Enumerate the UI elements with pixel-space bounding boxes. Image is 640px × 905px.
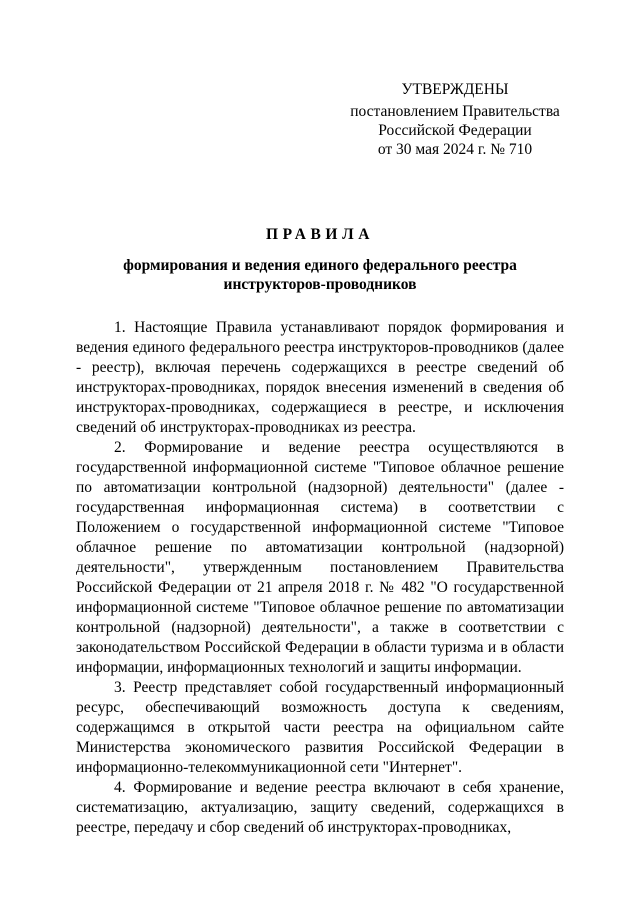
approval-line: постановлением Правительства xyxy=(350,103,560,120)
paragraph-4: 4. Формирование и ведение реестра включают в себя хранение, систематизацию, актуализацию, защиту сведений, содержащихся в реестре, передачу и сбор сведений об инструкторах-проводниках, xyxy=(76,779,564,836)
approval-line: Российской Федерации xyxy=(378,122,532,139)
paragraph-2: 2. Формирование и ведение реестра осуществляются в государственной информационной системе "Типовое облачное решение по автоматизации контрольной (надзорной) деятельности" (далее - государственная информационная система) в соответствии с Положением о государственной информационной системе "Типовое облачное решение по автоматизации контрольной (надзорной) деятельности", утвержденным постановлением Правительства Российской Федерации от 21 апреля 2018 г. № 482 "О государственной информационной системе "Типовое облачное решение по автоматизации контрольной (надзорной) деятельности", а также в соответствии с законодательством Российской Федерации в области туризма и в области информации, информационных технологий и защиты информации. xyxy=(76,439,564,676)
document-body xyxy=(76,318,564,838)
document-subtitle-line: инструкторов-проводников xyxy=(223,276,417,293)
approval-date-line: от 30 мая 2024 г. № 710 xyxy=(377,141,533,158)
approval-stamp xyxy=(350,80,560,159)
paragraph-1: 1. Настоящие Правила устанавливают порядок формирования и ведения единого федерального реестра инструкторов-проводников (далее - реестр), включая перечень содержащихся в реестре сведений об инструкторах-проводниках, порядок внесения изменений в сведения об инструкторах-проводниках, содержащиеся в реестре, и исключения сведений об инструкторах-проводниках из реестра. xyxy=(76,319,564,436)
title-block xyxy=(0,224,640,294)
document-title: ПРАВИЛА xyxy=(265,226,375,243)
approval-heading: УТВЕРЖДЕНЫ xyxy=(401,81,509,98)
document-subtitle-line: формирования и ведения единого федерального реестра xyxy=(123,257,517,274)
paragraph-3: 3. Реестр представляет собой государственный информационный ресурс, обеспечивающий возможность доступа к сведениям, содержащимся в открытой части реестра на официальном сайте Министерства экономического развития Российской Федерации в информационно-телекоммуникационной сети "Интернет". xyxy=(76,679,564,776)
